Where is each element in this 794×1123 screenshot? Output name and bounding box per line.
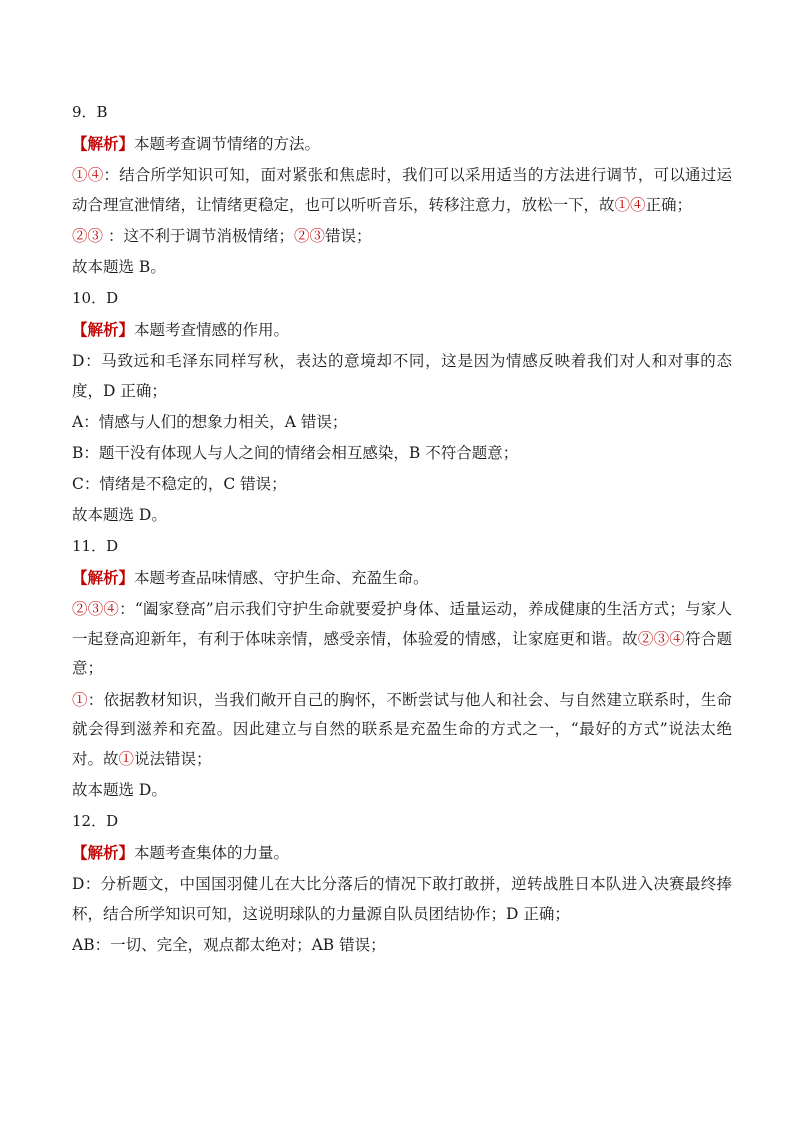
- question-10-point-d: D：马致远和毛泽东同样写秋，表达的意境却不同，这是因为情感反映着我们对人和对事的态度，D 正确；: [72, 352, 732, 400]
- point-end: 说法错误；: [134, 749, 212, 768]
- point-text: ：这不利于调节消极情绪；: [103, 227, 294, 245]
- question-9-analysis: [72, 128, 732, 160]
- option-marks: ①: [118, 749, 135, 768]
- question-11-analysis: [72, 562, 732, 594]
- option-marks: ①④: [614, 195, 646, 214]
- point-text: ：依据教材知识，当我们敞开自己的胸怀，不断尝试与他人和社会、与自然建立联系时，生命就会得到滋养和充盈。因此建立与自然的联系是充盈生命的方式之一，“最好的方式”说法太绝对。故: [72, 690, 732, 768]
- question-10-point-b: B：题干没有体现人与人之间的情绪会相互感染，B 不符合题意；: [72, 444, 519, 462]
- question-12-analysis: [72, 837, 732, 869]
- analysis-tag: 【解析】: [72, 134, 135, 153]
- point-end: 正确；: [645, 195, 693, 214]
- option-marks: ①④: [72, 166, 104, 184]
- question-9-point-1: [72, 160, 732, 221]
- question-12-point-ab: AB：一切、完全，观点都太绝对；AB 错误；: [72, 936, 386, 954]
- option-marks: ②③④: [637, 629, 686, 648]
- question-11-number: 11．D: [72, 537, 119, 555]
- question-12-number: 12．D: [72, 812, 119, 830]
- analysis-tag: 【解析】: [72, 568, 135, 587]
- question-10-point-c: C：情绪是不稳定的，C 错误；: [72, 475, 287, 493]
- analysis-text: 本题考查品味情感、守护生命、充盈生命。: [134, 569, 429, 587]
- question-12-point-d: D：分析题文，中国国羽健儿在大比分落后的情况下敢打敢拼，逆转战胜日本队进入决赛最终捧杯，结合所学知识可知，这说明球队的力量源自队员团结协作；D 正确；: [72, 875, 732, 923]
- question-11-point-2: [72, 685, 732, 776]
- option-marks: ②③: [293, 227, 325, 245]
- question-9-number: 9．B: [72, 103, 108, 121]
- question-10-point-a: A：情感与人们的想象力相关，A 错误；: [72, 413, 348, 431]
- point-end: 错误；: [324, 227, 372, 245]
- question-10-analysis: [72, 314, 732, 346]
- analysis-tag: 【解析】: [72, 843, 135, 862]
- option-marks: ①: [72, 690, 88, 709]
- analysis-text: 本题考查集体的力量。: [134, 844, 290, 862]
- option-marks: ②③: [72, 227, 104, 245]
- analysis-text: 本题考查调节情绪的方法。: [134, 135, 321, 153]
- point-text: ：结合所学知识可知，面对紧张和焦虑时，我们可以采用适当的方法进行调节，可以通过运动合理宣泄情绪，让情绪更稳定，也可以听听音乐，转移注意力，放松一下，故: [72, 166, 732, 214]
- question-9-conclusion: 故本题选 B。: [72, 258, 166, 276]
- question-11-point-1: [72, 594, 732, 685]
- question-10-conclusion: 故本题选 D。: [72, 506, 167, 524]
- answer-page: [72, 97, 732, 961]
- point-text: ：“阖家登高”启示我们守护生命就要爱护身体、适量运动，养成健康的生活方式；与家人一起登高迎新年，有利于体味亲情，感受亲情，体验爱的情感，让家庭更和谐。故: [72, 600, 732, 648]
- question-10-number: 10．D: [72, 289, 119, 307]
- question-9-point-2: [72, 221, 732, 252]
- point-end: 符合题意；: [72, 629, 732, 677]
- question-11-conclusion: 故本题选 D。: [72, 781, 167, 799]
- analysis-text: 本题考查情感的作用。: [134, 321, 290, 339]
- analysis-tag: 【解析】: [72, 320, 135, 339]
- option-marks: ②③④: [72, 600, 120, 618]
